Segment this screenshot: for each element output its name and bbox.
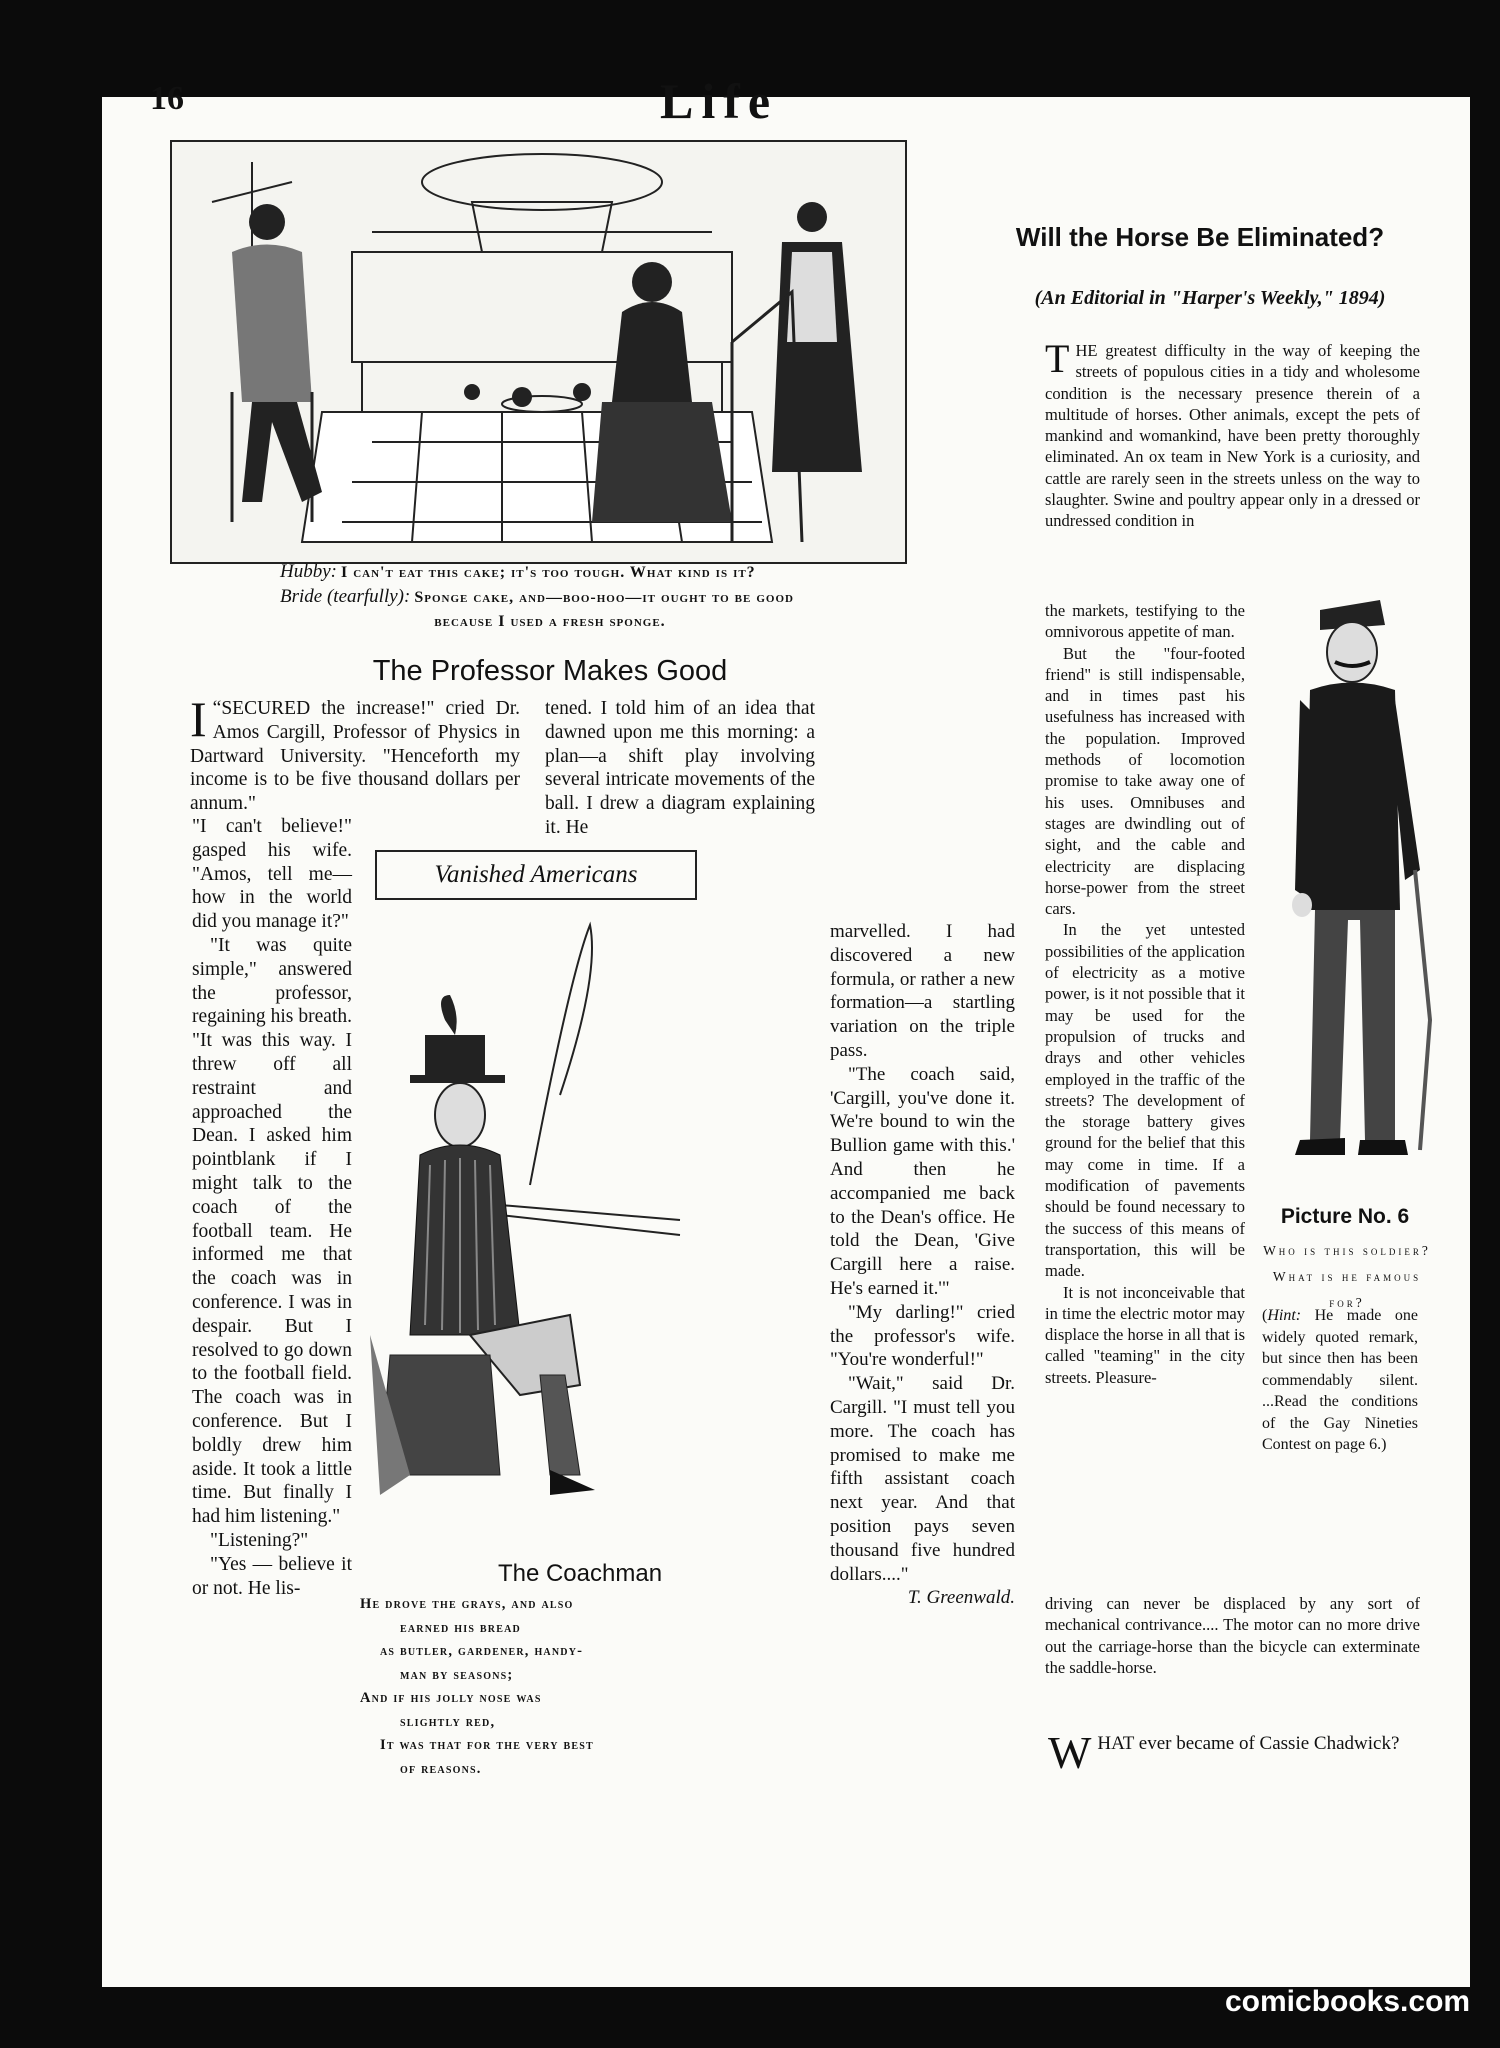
- editorial-paragraph: It is not inconceivable that in time the electric motor may displace the horse in all that is called "teaming" in the city streets. Pleasure-: [1045, 1282, 1245, 1387]
- page-number: 16: [150, 80, 184, 117]
- poem-line: slightly red,: [400, 1713, 496, 1730]
- cartoon-caption: [180, 560, 920, 634]
- cassie-chadwick-item: [1048, 1727, 1423, 1778]
- coachman-illustration: [350, 915, 780, 1535]
- story-opening: [190, 691, 520, 816]
- poem-line: earned his bread: [400, 1619, 521, 1636]
- picture-question: Who is this soldier? What is he famous for?: [1263, 1243, 1431, 1310]
- story-column-1: [192, 815, 352, 1600]
- story-paragraph: marvelled. I had discovered a new formula, or rather a new formation—a startling variation on the triple pass.: [830, 921, 1015, 1061]
- story-paragraph: "It was quite simple," answered the professor, regaining his breath. "It was this way. I threw off all restraint and approached the Dean. I asked him pointblank if I might talk to the coach of the football team. He informed me that the coach was in conference. I was in despair. But I resolved to go down to the football field. The coach was in conference. But I boldly drew him aside. It took a little time. But finally I had him listening.": [192, 934, 352, 1528]
- vanished-americans-box: Vanished Americans: [375, 850, 697, 900]
- story-paragraph: "I can't believe!" gasped his wife. "Amos, tell me—how in the world did you manage it?": [192, 816, 352, 933]
- story-paragraph: tened. I told him of an idea that dawned upon me this morning: a plan—a shift play involving several intricate movements of the ball. I drew a diagram explaining it. He: [545, 698, 815, 838]
- editorial-title: Will the Horse Be Eliminated?: [1015, 222, 1385, 252]
- editorial-paragraph: But the "four-footed friend" is still indispensable, and in times past his usefulness has increased with the population. Improved methods of locomotion promise to take away one of his uses. Omnibuses and stages are dwindling out of sight, and the cable and electricity are displacing horse-power from the street cars.: [1045, 643, 1245, 919]
- hint-open-paren: (: [1262, 1307, 1268, 1324]
- bride-speaker: Bride (tearfully):: [280, 586, 411, 607]
- poem-line: And if his jolly nose was: [360, 1690, 542, 1706]
- poem-line: as butler, gardener, handy-: [380, 1643, 584, 1659]
- hint-label: Hint:: [1267, 1307, 1302, 1324]
- cassie-dropcap: W: [1048, 1727, 1092, 1778]
- bride-line-end: because I used a fresh sponge.: [434, 613, 666, 630]
- editorial-paragraph: In the yet untested possibilities of the application of electricity as a motive power, is it not possible that it may be used for the propulsion of trucks and drays and other vehicles employed in the traffic of the streets? The development of the storage battery gives ground for the belief that this may come in time. If a modification of pavements should be found necessary to the success of this means of transportation, this will be made.: [1045, 920, 1245, 1281]
- editorial-intro: [1045, 336, 1420, 532]
- story-column-3: [830, 920, 1015, 1610]
- editorial-paragraph: driving can never be displaced by any sort of mechanical contrivance.... The motor can no more drive out the carriage-horse than the bicycle can exterminate the saddle-horse.: [1045, 1594, 1420, 1677]
- hubby-line: I can't eat this cake; it's too tough. What kind is it?: [340, 564, 756, 581]
- soldier-illustration: [1280, 590, 1440, 1170]
- editorial-paragraph: the markets, testifying to the omnivorous appetite of man.: [1045, 601, 1245, 642]
- hubby-speaker: Hubby:: [280, 561, 337, 582]
- story-dropcap: I: [190, 691, 207, 747]
- opening-quote: “: [212, 698, 222, 719]
- coachman-caption: The Coachman: [497, 1560, 663, 1587]
- cassie-text: HAT ever became of Cassie Chadwick?: [1097, 1733, 1400, 1754]
- coachman-poem: [360, 1593, 810, 1781]
- story-column-2: [545, 697, 815, 840]
- site-watermark: comicbooks.com: [1225, 1985, 1471, 2018]
- bride-line: Sponge cake, and—boo-hoo—it ought to be good: [414, 589, 794, 606]
- story-paragraph: "The coach said, 'Cargill, you've done it. We're bound to win the Bullion game with this.' And then he accompanied me back to the Dean's office. He told the Dean, 'Give Cargill here a raise. He's earned it.'": [830, 1063, 1015, 1299]
- poem-line: man by seasons;: [400, 1666, 514, 1683]
- hint-text: He made one widely quoted remark, but since then has been commendably silent. ...Read the conditions of the Gay Nineties Contest on page 6.): [1262, 1307, 1419, 1453]
- story-paragraph: "My darling!" cried the professor's wife. "You're wonderful!": [830, 1301, 1015, 1371]
- story-title: The Professor Makes Good: [372, 655, 728, 687]
- story-paragraph: "Wait," said Dr. Cargill. "I must tell you more. The coach has promised to make me fifth assistant coach next year. And that position pays seven thousand five hundred dollars....": [830, 1373, 1015, 1585]
- editorial-closing: [1045, 1593, 1420, 1678]
- story-paragraph: "Yes — believe it or not. He lis-: [192, 1553, 352, 1599]
- picture-hint: [1262, 1305, 1418, 1456]
- picture-title: Picture No. 6: [1280, 1205, 1410, 1228]
- editorial-dropcap: T: [1045, 336, 1070, 381]
- poem-line: It was that for the very best: [380, 1737, 594, 1753]
- dining-room-cartoon: [170, 140, 907, 564]
- story-author: T. Greenwald.: [907, 1587, 1015, 1609]
- story-opening-text: SECURED the increase!" cried Dr. Amos Cargill, Professor of Physics in Dartward University. "Henceforth my income is to be five thousand dollars per annum.": [190, 698, 520, 815]
- poem-line: He drove the grays, and also: [360, 1596, 574, 1612]
- editorial-intro-text: HE greatest difficulty in the way of keeping the streets of populous cities in a tidy and wholesome condition is the necessary presence therein of a multitude of horses. Other animals, except the pets of mankind and womankind, have been pretty thoroughly eliminated. An ox team in New York is a curiosity, and cattle are rarely seen in the streets unless on the way to slaughter. Swine and poultry appear only in a dressed or undressed condition in: [1045, 341, 1420, 531]
- editorial-subtitle: (An Editorial in "Harper's Weekly," 1894): [1034, 287, 1386, 309]
- editorial-narrow-column: [1045, 600, 1245, 1388]
- masthead-logo: Life: [660, 73, 779, 129]
- story-paragraph: "Listening?": [210, 1529, 309, 1551]
- poem-line: of reasons.: [400, 1760, 482, 1777]
